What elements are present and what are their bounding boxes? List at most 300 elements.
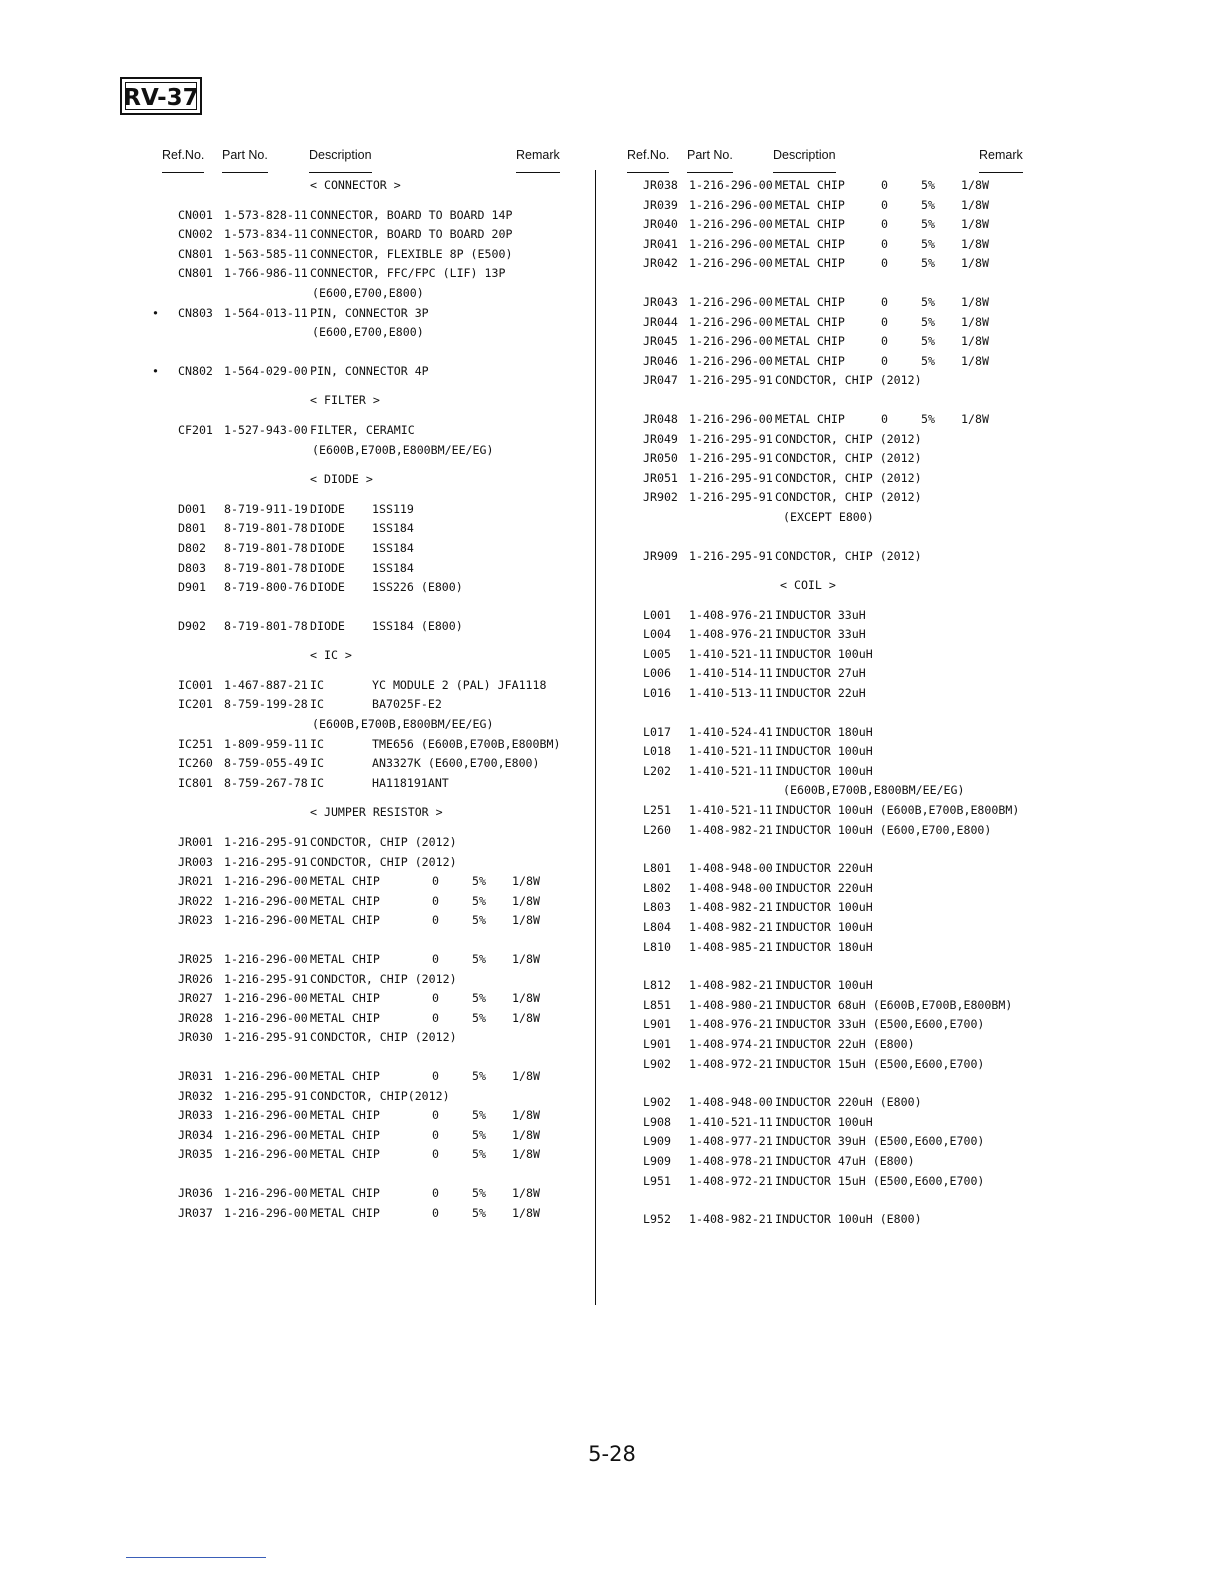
description: METAL CHIP — [310, 1205, 380, 1220]
ref-no: JR028 — [178, 1010, 213, 1025]
ref-no: JR051 — [643, 470, 678, 485]
ref-no: JR025 — [178, 952, 213, 966]
ref-no: IC001 — [178, 677, 213, 692]
spacer — [160, 598, 560, 617]
ref-no: D902 — [178, 618, 206, 633]
wattage: 1/8W — [961, 217, 989, 232]
description: CONDCTOR, CHIP (2012) — [775, 373, 922, 388]
parts-row — [625, 410, 1035, 430]
description: CONDCTOR, CHIP (2012) — [310, 971, 457, 986]
spacer — [625, 596, 1035, 606]
continuation-line — [160, 284, 560, 304]
ref-no: CN002 — [178, 227, 213, 242]
description: INDUCTOR 39uH (E500,E600,E700) — [775, 1134, 985, 1149]
description: INDUCTOR 68uH (E600B,E700B,E800BM) — [775, 997, 1013, 1012]
header-remark: Remark — [516, 148, 560, 162]
ref-no: L801 — [643, 861, 671, 876]
tolerance: 5% — [921, 411, 935, 426]
column-divider — [595, 170, 596, 1305]
tolerance: 5% — [921, 236, 935, 251]
spacer — [160, 196, 560, 206]
ref-no: JR026 — [178, 971, 213, 986]
ref-no: CN801 — [178, 246, 213, 261]
resistance: 0 — [432, 913, 439, 928]
continuation-text: (EXCEPT E800) — [783, 509, 874, 524]
parts-row — [160, 970, 560, 990]
ref-no: JR035 — [178, 1147, 213, 1162]
tolerance: 5% — [921, 217, 935, 232]
ref-no: CN001 — [178, 207, 213, 222]
spacer — [160, 343, 560, 362]
description: METAL CHIP — [775, 217, 845, 232]
part-no: 1-216-295-91 — [689, 548, 773, 563]
parts-row — [625, 196, 1035, 216]
ref-no: L006 — [643, 666, 671, 681]
part-no: 8-719-801-78 — [224, 540, 308, 555]
description: METAL CHIP — [310, 913, 380, 928]
resistance: 0 — [881, 334, 888, 349]
ref-no: D801 — [178, 521, 206, 536]
description: DIODE — [310, 560, 345, 575]
part-no: 1-408-982-21 — [689, 920, 773, 934]
description: PIN, CONNECTOR 3P — [310, 305, 429, 320]
description: INDUCTOR 33uH (E500,E600,E700) — [775, 1017, 985, 1032]
part-no: 1-216-296-00 — [224, 893, 308, 908]
ref-no: JR027 — [178, 991, 213, 1006]
ref-no: L951 — [643, 1173, 671, 1188]
part-no: 1-216-296-00 — [224, 952, 308, 966]
parts-row — [625, 1210, 1035, 1230]
ref-no: CN802 — [178, 363, 213, 378]
part-no: 1-410-521-11 — [689, 744, 773, 759]
parts-row — [160, 872, 560, 892]
description: PIN, CONNECTOR 4P — [310, 363, 429, 378]
part-no: 8-719-800-76 — [224, 580, 308, 595]
ref-no: JR030 — [178, 1030, 213, 1045]
part-no: 1-216-295-91 — [689, 373, 773, 388]
part-no: 1-216-296-00 — [689, 294, 773, 309]
resistance: 0 — [432, 893, 439, 908]
description: DIODE — [310, 521, 345, 536]
description: METAL CHIP — [310, 1108, 380, 1123]
ref-no: L005 — [643, 646, 671, 661]
header-description: Description — [773, 148, 836, 162]
parts-row — [625, 332, 1035, 352]
ref-no: JR032 — [178, 1088, 213, 1103]
spacer — [625, 1074, 1035, 1093]
ref-no: IC260 — [178, 756, 213, 771]
continuation-line — [160, 715, 560, 735]
description: CONNECTOR, FFC/FPC (LIF) 13P — [310, 266, 506, 281]
spacer — [160, 460, 560, 470]
parts-row — [160, 1184, 560, 1204]
parts-row — [625, 488, 1035, 508]
part-no: 1-216-296-00 — [224, 1205, 308, 1220]
ref-no: L902 — [643, 1095, 671, 1110]
description: CONDCTOR, CHIP (2012) — [775, 490, 922, 505]
ref-no: JR038 — [643, 178, 678, 192]
parts-row — [160, 1145, 560, 1165]
part-no: 1-408-980-21 — [689, 997, 773, 1012]
description: METAL CHIP — [310, 991, 380, 1006]
section-title: < DIODE > — [310, 472, 373, 487]
wattage: 1/8W — [961, 294, 989, 309]
description: METAL CHIP — [310, 1147, 380, 1162]
description: INDUCTOR 100uH — [775, 920, 873, 934]
ref-no: JR049 — [643, 431, 678, 446]
parts-row — [625, 859, 1035, 879]
spacer — [625, 391, 1035, 410]
parts-row — [160, 1204, 560, 1224]
spacer — [160, 666, 560, 676]
part-no: 1-563-585-11 — [224, 246, 308, 261]
part-no: 1-408-982-21 — [689, 900, 773, 915]
ref-no: JR050 — [643, 451, 678, 466]
ref-no: L001 — [643, 607, 671, 622]
parts-row — [152, 362, 560, 382]
wattage: 1/8W — [512, 1108, 540, 1123]
part-no: 1-216-296-00 — [689, 217, 773, 232]
wattage: 1/8W — [961, 197, 989, 212]
continuation-text: (E600B,E700B,E800BM/EE/EG) — [312, 717, 494, 732]
ref-no: JR909 — [643, 548, 678, 563]
continuation-line — [160, 441, 560, 461]
parts-row — [625, 176, 1035, 196]
resistance: 0 — [881, 178, 888, 192]
value: 1SS184 — [372, 521, 414, 536]
parts-row — [160, 264, 560, 284]
wattage: 1/8W — [512, 952, 540, 966]
bullet-mark: • — [152, 305, 159, 320]
part-no: 1-216-296-00 — [224, 874, 308, 889]
description: INDUCTOR 180uH — [775, 939, 873, 954]
part-no: 1-216-296-00 — [224, 1185, 308, 1200]
resistance: 0 — [432, 991, 439, 1006]
header-ref: Ref.No. — [162, 148, 205, 162]
section-heading — [160, 391, 560, 411]
tolerance: 5% — [921, 256, 935, 271]
part-no: 1-410-514-11 — [689, 666, 773, 681]
ref-no: JR042 — [643, 256, 678, 271]
description: INDUCTOR 100uH (E600B,E700B,E800BM) — [775, 803, 1020, 818]
part-no: 1-408-976-21 — [689, 607, 773, 622]
parts-row — [160, 519, 560, 539]
parts-row — [625, 1093, 1035, 1113]
ref-no: L901 — [643, 1036, 671, 1051]
resistance: 0 — [881, 411, 888, 426]
tolerance: 5% — [472, 1010, 486, 1025]
tolerance: 5% — [472, 991, 486, 1006]
tolerance: 5% — [472, 913, 486, 928]
ref-no: JR045 — [643, 334, 678, 349]
tolerance: 5% — [472, 1205, 486, 1220]
description: METAL CHIP — [775, 353, 845, 368]
description: INDUCTOR 180uH — [775, 724, 873, 739]
continuation-text: (E600,E700,E800) — [312, 285, 424, 300]
description: INDUCTOR 27uH — [775, 666, 866, 681]
parts-row — [160, 421, 560, 441]
column-header — [160, 140, 560, 176]
ref-no: IC251 — [178, 736, 213, 751]
resistance: 0 — [881, 236, 888, 251]
tolerance: 5% — [472, 893, 486, 908]
parts-row — [625, 801, 1035, 821]
section-title: < FILTER > — [310, 393, 380, 408]
part-no: 1-216-296-00 — [224, 991, 308, 1006]
part-no: 1-408-985-21 — [689, 939, 773, 954]
ref-no: L810 — [643, 939, 671, 954]
wattage: 1/8W — [961, 334, 989, 349]
spacer — [160, 636, 560, 646]
description: METAL CHIP — [310, 893, 380, 908]
tolerance: 5% — [472, 1108, 486, 1123]
ref-no: IC201 — [178, 697, 213, 712]
description: DIODE — [310, 580, 345, 595]
wattage: 1/8W — [961, 236, 989, 251]
resistance: 0 — [432, 1127, 439, 1142]
spacer — [160, 793, 560, 803]
resistance: 0 — [432, 874, 439, 889]
part-no: 8-759-055-49 — [224, 756, 308, 771]
ref-no: IC801 — [178, 775, 213, 790]
part-no: 1-408-982-21 — [689, 822, 773, 837]
parts-row — [625, 606, 1035, 626]
description: METAL CHIP — [775, 334, 845, 349]
description: CONDCTOR, CHIP (2012) — [310, 854, 457, 869]
parts-row — [160, 1087, 560, 1107]
parts-row — [160, 754, 560, 774]
parts-row — [625, 1035, 1035, 1055]
ref-no: L901 — [643, 1017, 671, 1032]
resistance: 0 — [432, 1108, 439, 1123]
parts-row — [160, 539, 560, 559]
description: METAL CHIP — [775, 411, 845, 426]
continuation-line — [625, 781, 1035, 801]
resistance: 0 — [432, 1010, 439, 1025]
description: INDUCTOR 220uH — [775, 861, 873, 876]
part-no: 1-410-521-11 — [689, 803, 773, 818]
wattage: 1/8W — [512, 1185, 540, 1200]
description: METAL CHIP — [775, 294, 845, 309]
part-no: 1-573-834-11 — [224, 227, 308, 242]
section-heading — [625, 576, 1035, 596]
parts-row — [625, 547, 1035, 567]
ref-no: L018 — [643, 744, 671, 759]
ref-no: L952 — [643, 1212, 671, 1227]
part-no: 1-410-521-11 — [689, 1114, 773, 1129]
part-no: 1-216-296-00 — [689, 178, 773, 192]
ref-no: D802 — [178, 540, 206, 555]
ref-no: L260 — [643, 822, 671, 837]
part-no: 1-216-296-00 — [224, 1108, 308, 1123]
parts-row — [625, 215, 1035, 235]
description: INDUCTOR 220uH — [775, 880, 873, 895]
part-no: 1-408-948-00 — [689, 861, 773, 876]
tolerance: 5% — [921, 334, 935, 349]
parts-row — [625, 449, 1035, 469]
parts-row — [625, 1152, 1035, 1172]
description: INDUCTOR 100uH — [775, 763, 873, 778]
parts-row — [625, 879, 1035, 899]
ref-no: JR048 — [643, 411, 678, 426]
parts-row — [160, 206, 560, 226]
parts-row — [625, 723, 1035, 743]
part-no: 8-719-801-78 — [224, 521, 308, 536]
part-no: 1-216-296-00 — [689, 314, 773, 329]
parts-row — [160, 892, 560, 912]
description: METAL CHIP — [310, 1127, 380, 1142]
value: 1SS184 — [372, 540, 414, 555]
parts-row — [160, 578, 560, 598]
parts-row — [625, 821, 1035, 841]
part-no: 1-564-029-00 — [224, 363, 308, 378]
tolerance: 5% — [921, 197, 935, 212]
tolerance: 5% — [921, 353, 935, 368]
description: CONDCTOR, CHIP (2012) — [310, 835, 457, 850]
resistance: 0 — [881, 256, 888, 271]
description: CONNECTOR, BOARD TO BOARD 20P — [310, 227, 513, 242]
parts-row — [625, 469, 1035, 489]
parts-row — [160, 774, 560, 794]
ref-no: CN803 — [178, 305, 213, 320]
ref-no: L812 — [643, 978, 671, 993]
wattage: 1/8W — [961, 314, 989, 329]
parts-row — [625, 293, 1035, 313]
part-no: 1-216-295-91 — [689, 470, 773, 485]
parts-row — [625, 235, 1035, 255]
wattage: 1/8W — [512, 893, 540, 908]
spacer — [160, 823, 560, 833]
description: IC — [310, 697, 324, 712]
ref-no: L909 — [643, 1134, 671, 1149]
description: INDUCTOR 100uH — [775, 978, 873, 993]
part-no: 1-216-296-00 — [689, 236, 773, 251]
description: INDUCTOR 100uH — [775, 646, 873, 661]
description: DIODE — [310, 501, 345, 516]
resistance: 0 — [881, 294, 888, 309]
part-no: 1-216-295-91 — [689, 431, 773, 446]
value: 1SS184 — [372, 560, 414, 575]
spacer — [160, 1165, 560, 1184]
parts-row — [625, 254, 1035, 274]
section-heading — [160, 803, 560, 823]
ref-no: L902 — [643, 1056, 671, 1071]
spacer — [160, 411, 560, 421]
parts-row — [625, 645, 1035, 665]
description: CONNECTOR, FLEXIBLE 8P (E500) — [310, 246, 513, 261]
part-no: 1-408-948-00 — [689, 1095, 773, 1110]
ref-no: L851 — [643, 997, 671, 1012]
ref-no: JR031 — [178, 1068, 213, 1083]
parts-row — [625, 1132, 1035, 1152]
description: CONDCTOR, CHIP (2012) — [775, 431, 922, 446]
description: CONNECTOR, BOARD TO BOARD 14P — [310, 207, 513, 222]
value: 1SS119 — [372, 501, 414, 516]
parts-row — [160, 735, 560, 755]
part-no: 1-408-972-21 — [689, 1056, 773, 1071]
wattage: 1/8W — [512, 1010, 540, 1025]
parts-row — [160, 1009, 560, 1029]
parts-row — [625, 684, 1035, 704]
ref-no: JR033 — [178, 1108, 213, 1123]
part-no: 1-809-959-11 — [224, 736, 308, 751]
ref-no: L016 — [643, 686, 671, 701]
resistance: 0 — [432, 1185, 439, 1200]
value: AN3327K (E600,E700,E800) — [372, 756, 540, 771]
section-title: < COIL > — [780, 578, 836, 593]
parts-row — [160, 950, 560, 970]
part-no: 1-216-295-91 — [224, 854, 308, 869]
description: INDUCTOR 22uH — [775, 686, 866, 701]
resistance: 0 — [881, 314, 888, 329]
ref-no: JR003 — [178, 854, 213, 869]
description: INDUCTOR 100uH — [775, 1114, 873, 1129]
parts-row — [160, 695, 560, 715]
part-no: 1-216-296-00 — [689, 197, 773, 212]
wattage: 1/8W — [961, 256, 989, 271]
parts-row — [625, 996, 1035, 1016]
part-no: 1-408-972-21 — [689, 1173, 773, 1188]
description: INDUCTOR 100uH — [775, 744, 873, 759]
page-tag: RV-37 — [120, 77, 202, 115]
section-heading — [160, 646, 560, 666]
part-no: 8-759-199-28 — [224, 697, 308, 712]
parts-row — [625, 938, 1035, 958]
description: INDUCTOR 33uH — [775, 627, 866, 642]
footer-rule — [126, 1557, 266, 1558]
ref-no: L802 — [643, 880, 671, 895]
description: CONDCTOR, CHIP(2012) — [310, 1088, 450, 1103]
ref-no: L017 — [643, 724, 671, 739]
ref-no: JR902 — [643, 490, 678, 505]
description: INDUCTOR 220uH (E800) — [775, 1095, 922, 1110]
resistance: 0 — [881, 217, 888, 232]
part-no: 1-573-828-11 — [224, 207, 308, 222]
wattage: 1/8W — [512, 1068, 540, 1083]
ref-no: L908 — [643, 1114, 671, 1129]
section-heading — [160, 176, 560, 196]
page-number: 5-28 — [588, 1442, 636, 1466]
section-title: < JUMPER RESISTOR > — [310, 805, 443, 820]
tolerance: 5% — [472, 874, 486, 889]
part-no: 1-216-296-00 — [689, 411, 773, 426]
description: IC — [310, 756, 324, 771]
parts-row — [160, 833, 560, 853]
value: 1SS226 (E800) — [372, 580, 463, 595]
resistance: 0 — [432, 1068, 439, 1083]
column-header — [625, 140, 1035, 176]
ref-no: D803 — [178, 560, 206, 575]
tolerance: 5% — [472, 1147, 486, 1162]
description: METAL CHIP — [310, 1185, 380, 1200]
part-no: 1-410-521-11 — [689, 763, 773, 778]
wattage: 1/8W — [512, 1127, 540, 1142]
parts-row — [152, 304, 560, 324]
parts-row — [625, 313, 1035, 333]
description: METAL CHIP — [775, 178, 845, 192]
part-no: 1-216-296-00 — [224, 1010, 308, 1025]
value: 1SS184 (E800) — [372, 618, 463, 633]
part-no: 1-408-977-21 — [689, 1134, 773, 1149]
part-no: 1-216-296-00 — [224, 1068, 308, 1083]
resistance: 0 — [881, 353, 888, 368]
part-no: 1-216-295-91 — [224, 1030, 308, 1045]
resistance: 0 — [432, 952, 439, 966]
description: METAL CHIP — [775, 314, 845, 329]
part-no: 1-216-296-00 — [689, 334, 773, 349]
part-no: 1-216-296-00 — [689, 353, 773, 368]
ref-no: JR034 — [178, 1127, 213, 1142]
